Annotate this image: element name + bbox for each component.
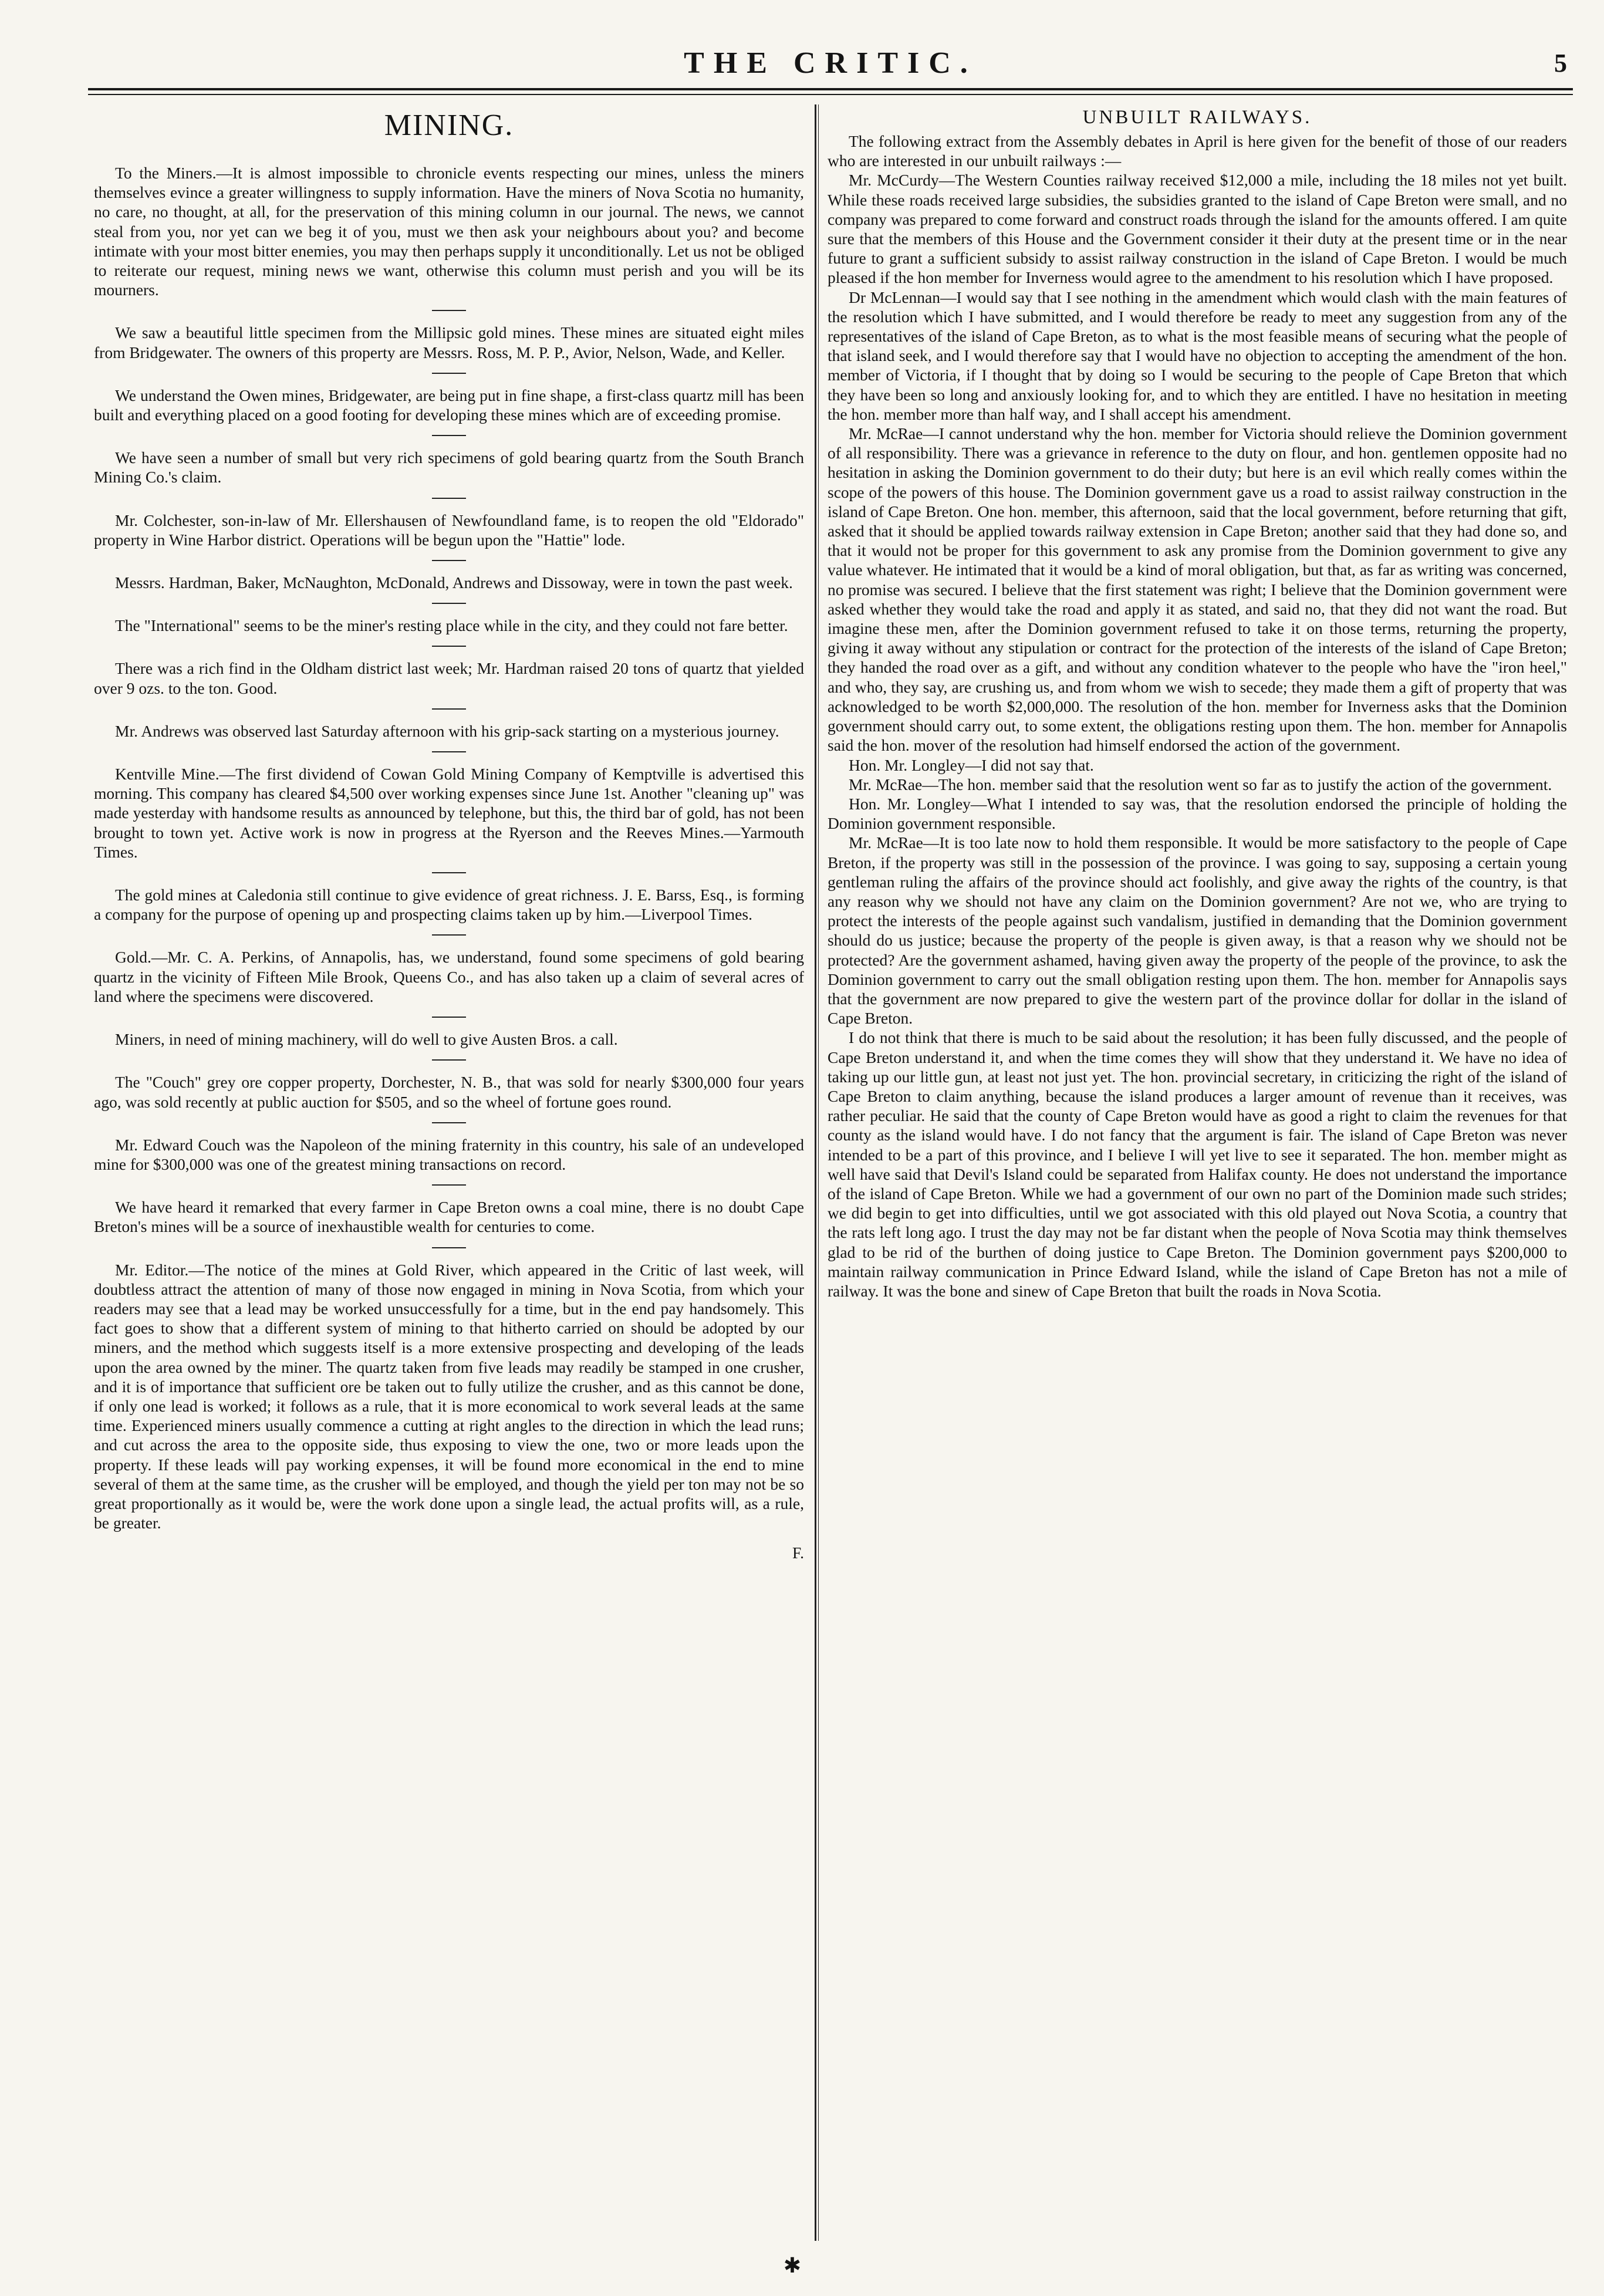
item-separator: [432, 751, 466, 752]
mining-news-item: The gold mines at Caledonia still continue to give evidence of great richness. J. E. Barss, Esq., is forming a company for the purpose of opening up and prospecting claims taken up by him.—Liverpool Times.: [94, 886, 804, 924]
item-separator: [432, 435, 466, 436]
item-separator: [432, 560, 466, 561]
item-separator: [432, 1017, 466, 1018]
mining-news-item: Kentville Mine.—The first dividend of Cowan Gold Mining Company of Kemptville is advertised this morning. This company has cleared $4,500 over working expenses since June 1st. Another "cleaning up" was made yesterday with handsome results as announced by telephone, but this, the third bar of gold, has not been brought to town yet. Active work is now in progress at the Ryerson and the Reeves Mines.—Yarmouth Times.: [94, 765, 804, 861]
mining-news-item: Mr. Edward Couch was the Napoleon of the mining fraternity in this country, his sale of an undeveloped mine for $300,000 was one of the greatest mining transactions on record.: [94, 1135, 804, 1173]
item-separator: [432, 1184, 466, 1186]
debate-paragraph: I do not think that there is much to be said about the resolution; it has been fully discussed, and the people of Cape Breton understand it, and when the time comes they will show that they understand it. We have no idea of taking up our little gun, at least not just yet. The hon. provincial secretary, in criticizing the right of the island of Cape Breton to claim anything, because the island produces a larger amount of revenue than it receives, was rather peculiar. He said that the county of Cape Breton would have as good a right to claim the revenues for that county as the island would have. I do not fancy that the argument is fair. The island of Cape Breton was never intended to be a part of this province, and I believe I will yet live to see it separated. The hon. member might as well have said that Devil's Island could be separated from Halifax county. He does not understand the importance of the island of Cape Breton. While we had a government of our own no part of the Dominion made such strides; we did begin to get into difficulties, until we got associated with this old played out Nova Scotia, a country that the rats left long ago. I trust the day may not be far distant when the people of Nova Scotia may think themselves glad to be rid of the burthen of doing justice to Cape Breton. The Dominion government pays $200,000 to maintain railway communication in Prince Edward Island, while the island of Cape Breton has not a mile of railway. It was the bone and sinew of Cape Breton that built the roads in Nova Scotia.: [828, 1028, 1567, 1300]
item-separator: [432, 708, 466, 710]
mining-news-item: Mr. Andrews was observed last Saturday afternoon with his grip-sack starting on a mysterious journey.: [115, 721, 779, 740]
item-separator: [432, 310, 466, 311]
item-separator: [432, 498, 466, 499]
debate-paragraph: The following extract from the Assembly debates in April is here given for the benefit of those of our readers who are interested in our unbuilt railways :—: [828, 132, 1567, 170]
masthead: [88, 46, 1573, 87]
page-number: 5: [1554, 49, 1567, 77]
debate-paragraph: Mr. McRae—I cannot understand why the hon. member for Victoria should relieve the Dominion government of all responsibility. There was a grievance in reference to the duty on flour, and hon. gentlemen opposite had no hesitation in asking the Dominion government to do their duty; but here is an evil which really comes within the scope of the powers of this house. The Dominion government gave us a road to assist railway construction in the island of Cape Breton. One hon. member, this afternoon, said that the local government, before returning that gift, asked that it should be applied towards railway extension in Cape Breton; another said that they had done so, and that it would not be proper for this government to ask any promise from the Dominion government to give any value whatever. He intimated that it would be a kind of moral obligation, but that, as far as writing was concerned, no promise was secured. I believe that the first statement was right; I believe that the Dominion government were asked whether they would take the road and apply it as stated, and said no, that they did not want the road. But imagine these men, after the Dominion government refused to take it on those terms, returning the property, giving it away without any stipulation or contract for the protection of the interests of the island of Cape Breton; they handed the road over as a gift, and without any condition whatever to the people who have the "iron heel," and who, they say, are crushing us, and from whom we wish to secede; they made them a gift of property that was acknowledged to be worth $2,000,000. The resolution of the hon. member for Inverness asks that the Dominion government should carry out, to some extent, the obligations resting upon them. The hon. member for Annapolis said the hon. mover of the resolution had himself endorsed the action of the government.: [828, 424, 1567, 755]
footer-ornament: ✱: [783, 2254, 802, 2277]
debate-paragraph: Mr. McRae—The hon. member said that the resolution went so far as to justify the action of the government.: [849, 775, 1552, 794]
mining-items: [94, 163, 804, 1532]
mining-news-item: The "International" seems to be the miner's resting place while in the city, and they could not fare better.: [115, 616, 788, 635]
mining-heading: MINING.: [384, 109, 514, 142]
mining-news-item: The "Couch" grey ore copper property, Dorchester, N. B., that was sold for nearly $300,000 four years ago, was sold recently at public auction for $505, and so the wheel of fortune goes round.: [94, 1073, 804, 1111]
item-separator: [432, 872, 466, 873]
debate-paragraph: Hon. Mr. Longley—What I intended to say was, that the resolution endorsed the principle of holding the Dominion government responsible.: [828, 794, 1567, 833]
mining-news-item: We have seen a number of small but very rich specimens of gold bearing quartz from the South Branch Mining Co.'s claim.: [94, 448, 804, 487]
mining-news-item: We saw a beautiful little specimen from the Millipsic gold mines. These mines are situated eight miles from Bridgewater. The owners of this property are Messrs. Ross, M. P. P., Avior, Nelson, Wade, and Keller.: [94, 323, 804, 362]
railways-paragraphs: [828, 131, 1567, 1301]
mining-news-item: Mr. Colchester, son-in-law of Mr. Ellershausen of Newfoundland fame, is to reopen the old "Eldorado" property in Wine Harbor district. Operations will be begun upon the "Hattie" lode.: [94, 511, 804, 549]
header-rule: [88, 88, 1573, 90]
newspaper-title: THE CRITIC.: [684, 46, 977, 80]
item-separator: [432, 603, 466, 604]
mining-news-item: Mr. Editor.—The notice of the mines at Gold River, which appeared in the Critic of last week, will doubtless attract the attention of many of those now engaged in mining in Nova Scotia, from which your readers may see that a lead may be worked unsuccessfully for a time, but in the end pay handsomely. This fact goes to show that a different system of mining to that hitherto carried on should be adopted by our miners, and the method which suggests itself is a more extensive prospecting and developing of the leads upon the area owned by the miner. The quartz taken from five leads may readily be stamped in one crusher, and it is of importance that sufficient ore be taken out to fully utilize the crusher, and as this cannot be done, if only one lead is worked; it follows as a rule, that it is more economical to work several leads at the same time. Experienced miners usually commence a cutting at right angles to the direction in which the lead runs; and cut across the area to the opposite side, thus exposing to view the one, two or more leads upon the property. If these leads will pay working expenses, it will be found more economical in the end to mine several of them at the same time, as the crusher will be employed, and though the yield per ton may not be so great proportionally as it would be, were the work done upon a single lead, the actual profits will, as a rule, be greater.: [94, 1260, 804, 1532]
debate-paragraph: Mr. McCurdy—The Western Counties railway received $12,000 a mile, including the 18 miles not yet built. While these roads received large subsidies, the subsidies granted to the island of Cape Breton were small, and no company was prepared to come forward and construct roads through the island for the amounts offered. I am quite sure that the members of this House and the Government consider it their duty at the present time or in the near future to grant a sufficient subsidy to assist railway construction in the island of Cape Breton. I would be much pleased if the hon member for Inverness would agree to the amendment to his resolution which I have proposed.: [828, 171, 1567, 287]
debate-paragraph: Hon. Mr. Longley—I did not say that.: [849, 755, 1094, 774]
mining-news-item: We have heard it remarked that every farmer in Cape Breton owns a coal mine, there is no doubt Cape Breton's mines will be a source of inexhaustible wealth for centuries to come.: [94, 1198, 804, 1236]
item-separator: [432, 1122, 466, 1123]
debate-paragraph: Dr McLennan—I would say that I see nothing in the amendment which would clash with the main features of the resolution which I have submitted, and I would therefore be ready to meet any suggestion from any of the representatives of the island of Cape Breton, as to what is the most feasible means of securing what the people of that island seek, and I would therefore say that I would have no objection to accepting the amendment of the hon. member of Victoria, if I thought that by doing so I would be securing to the people of Cape Breton that which they have been so long and anxiously looking for, and to which they are entitled. I have no hesitation in meeting the hon. member more than half way, and I shall accept his amendment.: [828, 288, 1567, 423]
mining-news-item: We understand the Owen mines, Bridgewater, are being put in fine shape, a first-class quartz mill has been built and everything placed on a good footing for developing these mines which are of exceeding promise.: [94, 386, 804, 424]
mining-news-item: Messrs. Hardman, Baker, McNaughton, McDonald, Andrews and Dissoway, were in town the past week.: [115, 573, 793, 592]
mining-column: [94, 104, 804, 2241]
item-separator: [432, 646, 466, 647]
letter-signature: F.: [792, 1544, 804, 1562]
item-separator: [432, 934, 466, 936]
header-rule-thin: [88, 94, 1573, 95]
item-separator: [432, 1247, 466, 1248]
railways-column: [828, 104, 1567, 2241]
column-divider-thin: [818, 104, 819, 2241]
railways-heading: UNBUILT RAILWAYS.: [1082, 107, 1312, 128]
mining-news-item: Miners, in need of mining machinery, will do well to give Austen Bros. a call.: [115, 1030, 618, 1049]
debate-paragraph: Mr. McRae—It is too late now to hold them responsible. It would be more satisfactory to the people of Cape Breton, if the property was still in the possession of the province. I was going to say, supposing a certain young gentleman ruling the affairs of the province should act foolishly, and give away the rights of the country, is that any reason why we should not have any claim on the Dominion government? Are not we, who are trying to protect the interests of the people against such vandalism, justified in demanding that the Dominion government should do us justice; because the property of the people is given away, is that a reason why we should not be protected? Are the government ashamed, having given away the property of the people of the province, to ask the Dominion government to carry out the small obligation resting upon them. The hon. member for Annapolis says that the government are now prepared to give the western part of the province dollar for dollar in the island of Cape Breton.: [828, 833, 1567, 1028]
item-separator: [432, 373, 466, 374]
mining-news-item: Gold.—Mr. C. A. Perkins, of Annapolis, has, we understand, found some specimens of gold bearing quartz in the vicinity of Fifteen Mile Brook, Queens Co., and has also taken up a claim of several acres of land where the specimens were discovered.: [94, 948, 804, 1005]
mining-news-item: There was a rich find in the Oldham district last week; Mr. Hardman raised 20 tons of quartz that yielded over 9 ozs. to the ton. Good.: [94, 659, 804, 697]
column-divider: [815, 104, 816, 2241]
item-separator: [432, 1059, 466, 1061]
mining-news-item: To the Miners.—It is almost impossible to chronicle events respecting our mines, unless the miners themselves evince a greater willingness to supply information. Have the miners of Nova Scotia no humanity, no care, no thought, at all, for the preservation of this mining column in our journal. The news, we cannot steal from you, nor yet can we beg it of you, must we then ask your neighbours about you? and become intimate with your most bitter enemies, you may then perhaps supply it unconditionally. Let us not be obliged to reiterate our request, mining news we want, otherwise this column must perish and you will be its mourners.: [94, 164, 804, 299]
